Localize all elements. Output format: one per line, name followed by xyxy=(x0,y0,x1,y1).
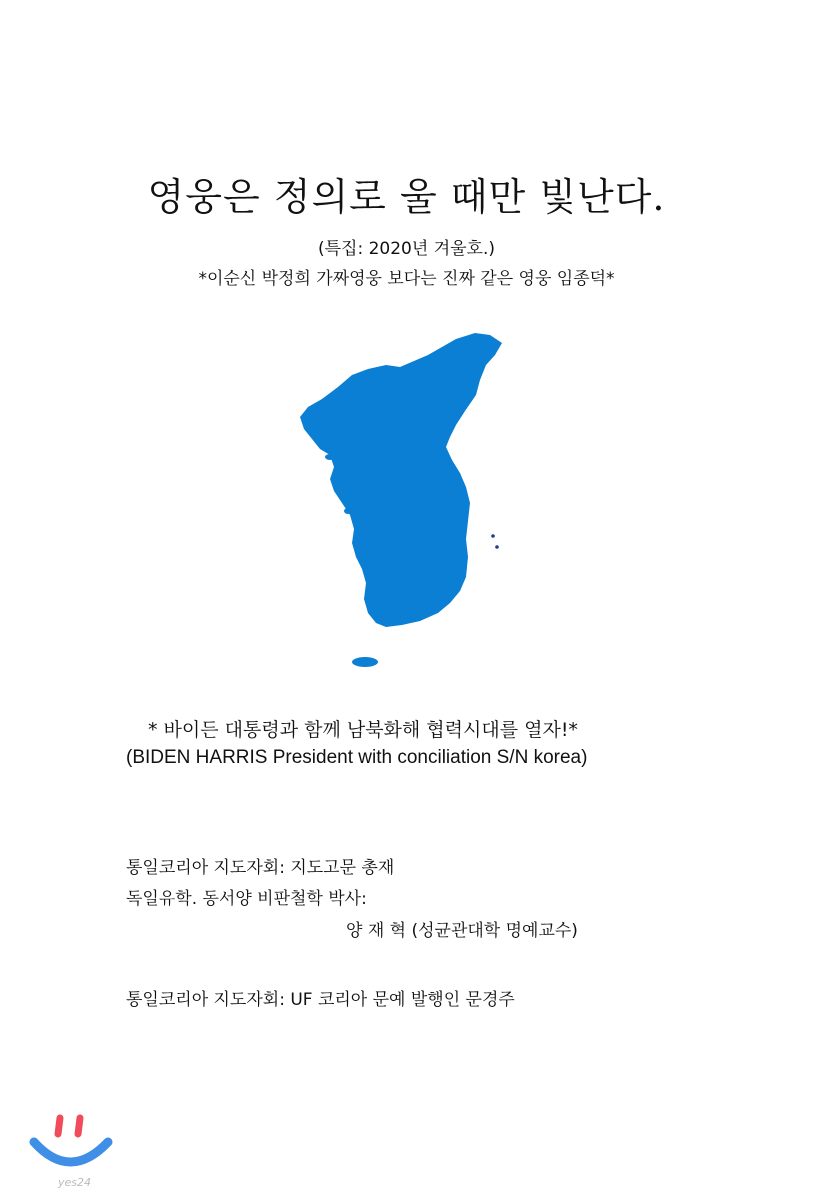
author-line-3: 양 재 혁 (성균관대학 명예교수) xyxy=(346,921,578,941)
cover-tagline: *이순신 박정희 가짜영웅 보다는 진짜 같은 영웅 임종덕* xyxy=(198,269,615,289)
slogan-korean: * 바이든 대통령과 함께 남북화해 협력시대를 열자!* xyxy=(148,719,578,741)
yes24-smile-logo-icon xyxy=(26,1110,116,1190)
author-line-2: 독일유학. 동서양 비판철학 박사: xyxy=(126,889,367,909)
publisher-line: 통일코리아 지도자회: UF 코리아 문예 발행인 문경주 xyxy=(126,990,515,1010)
korean-peninsula-map-icon xyxy=(290,325,520,675)
cover-subtitle: (특집: 2020년 겨울호.) xyxy=(318,239,495,259)
slogan-english: (BIDEN HARRIS President with conciliation S/N korea) xyxy=(126,747,588,768)
cover-title: 영웅은 정의로 울 때만 빛난다. xyxy=(147,175,666,219)
author-line-1: 통일코리아 지도자회: 지도고문 총재 xyxy=(126,858,395,878)
svg-text:yes24: yes24 xyxy=(58,1176,92,1189)
